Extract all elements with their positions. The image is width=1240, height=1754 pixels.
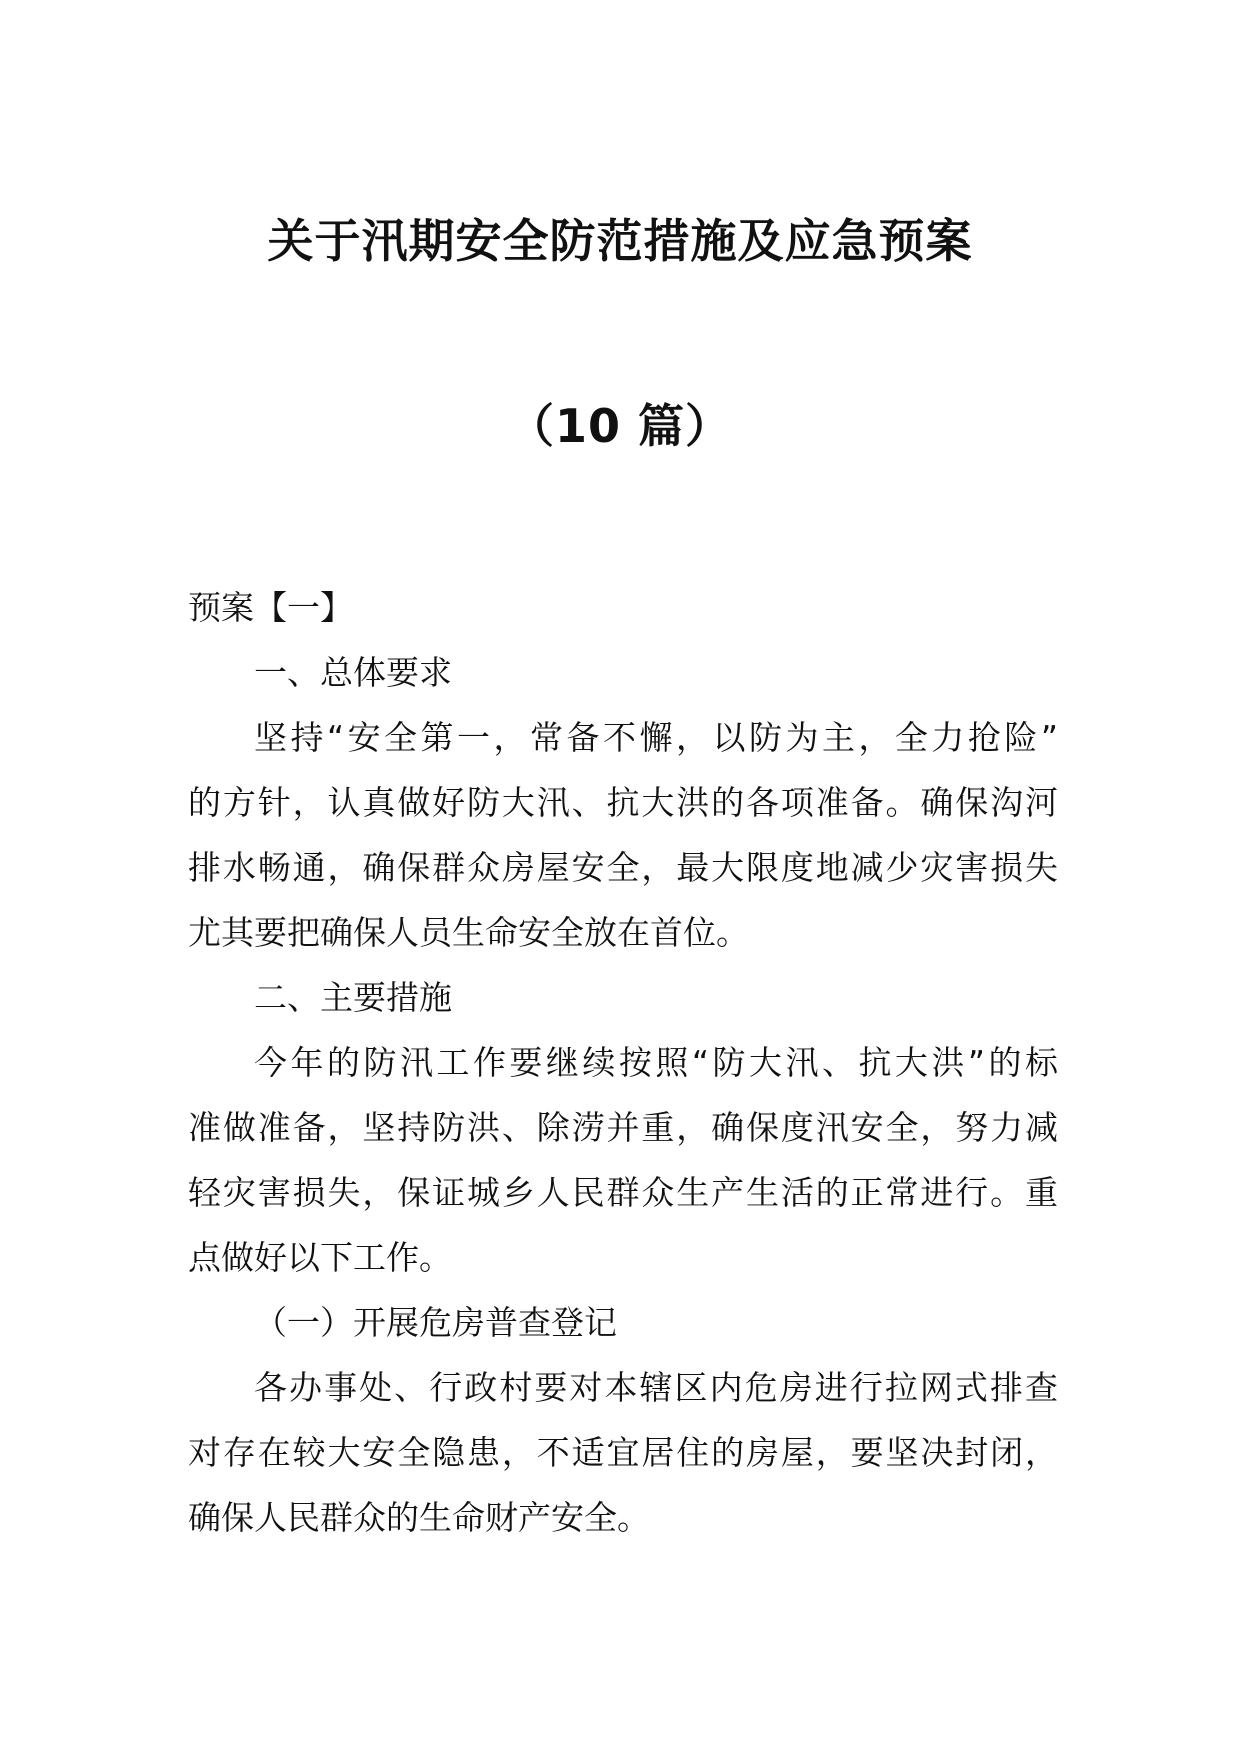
paragraph-line: 对存在较大安全隐患，不适宜居住的房屋，要坚决封闭，	[188, 1433, 1058, 1472]
paragraph-line: 坚持“安全第一，常备不懈，以防为主，全力抢险”	[254, 718, 1058, 757]
subsection-heading: （一）开展危房普查登记	[254, 1303, 617, 1342]
paragraph-line: 排水畅通，确保群众房屋安全，最大限度地减少灾害损失	[188, 848, 1058, 887]
section-heading: 预案【一】	[188, 588, 353, 627]
subsection-heading: 一、总体要求	[254, 653, 452, 692]
subsection-heading: 二、主要措施	[254, 978, 452, 1017]
paragraph-line: 各办事处、行政村要对本辖区内危房进行拉网式排查	[254, 1368, 1058, 1407]
document-body	[188, 575, 1058, 1550]
paragraph-line: 的方针，认真做好防大汛、抗大洪的各项准备。确保沟河	[188, 783, 1058, 822]
paragraph-line: 今年的防汛工作要继续按照“防大汛、抗大洪”的标	[254, 1043, 1058, 1082]
paragraph-line: 尤其要把确保人员生命安全放在首位。	[188, 913, 749, 952]
document-title: 关于汛期安全防范措施及应急预案	[267, 214, 973, 268]
paragraph-line: 轻灾害损失，保证城乡人民群众生产生活的正常进行。重	[188, 1173, 1058, 1212]
document-subtitle: （10 篇）	[507, 399, 733, 453]
paragraph-line: 确保人民群众的生命财产安全。	[188, 1498, 650, 1537]
paragraph-line: 准做准备，坚持防洪、除涝并重，确保度汛安全，努力减	[188, 1108, 1058, 1147]
paragraph-line: 点做好以下工作。	[188, 1238, 452, 1277]
